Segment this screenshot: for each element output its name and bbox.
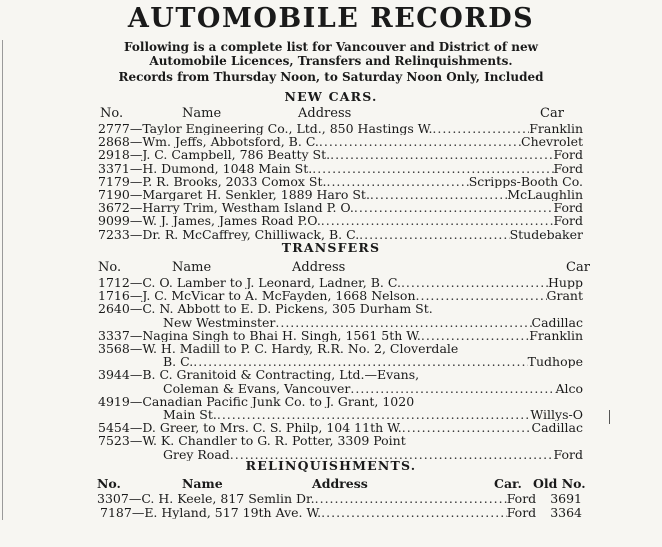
record-text: —W. K. Chandler to G. R. Potter, 3309 Point: [129, 434, 406, 447]
col-name: Name: [182, 106, 222, 121]
old-number: 3364: [550, 506, 582, 519]
table-row: [98, 276, 583, 289]
col-no: No.: [100, 106, 124, 121]
record-continuation: Grey Road: [163, 448, 230, 461]
record-text: —J. C. McVicar to A. McFayden, 1668 Nelson: [129, 289, 416, 302]
car-make: Ford: [553, 201, 583, 214]
leader-dots: [402, 421, 532, 434]
car-make: Ford: [553, 148, 583, 161]
car-make: Ford: [553, 448, 583, 461]
record-number: 3672: [98, 201, 130, 214]
record-text: —W. H. Madill to P. C. Hardy, R.R. No. 2, Cloverdale: [129, 342, 459, 355]
leader-dots: [193, 355, 527, 368]
intro-line-1: Following is a complete list for Vancouver and District of new: [124, 40, 538, 54]
record-number: 3944: [98, 368, 130, 381]
car-make: Ford: [553, 162, 583, 175]
col-name: Name: [182, 476, 223, 491]
record-number: 7233: [98, 228, 130, 241]
leader-dots: [354, 201, 554, 214]
record-number: 7187: [100, 506, 132, 519]
leader-dots: [416, 289, 547, 302]
table-row: [98, 421, 583, 434]
leader-dots: [432, 122, 529, 135]
table-row: [100, 506, 582, 519]
col-address: Address: [298, 106, 352, 121]
table-row: [98, 201, 583, 214]
table-row: [98, 148, 583, 161]
car-make: Grant: [546, 289, 583, 302]
car-make: Tudhope: [527, 355, 583, 368]
relinquishments-column-headers: [0, 476, 662, 492]
record-text: —W. J. James, James Road P.O.: [129, 214, 321, 227]
leader-dots: [321, 214, 554, 227]
leader-dots: [319, 135, 521, 148]
record-number: 1716: [98, 289, 130, 302]
leader-dots: [330, 148, 553, 161]
car-make: Willys-O: [530, 408, 583, 421]
record-text: —Nagina Singh to Bhai H. Singh, 1561 5th W.: [129, 329, 421, 342]
record-number: 2868: [98, 135, 130, 148]
record-continuation: New Westminster: [163, 316, 276, 329]
col-no: No.: [98, 260, 122, 275]
col-no: No.: [97, 476, 121, 491]
leader-dots: [321, 506, 507, 519]
car-make: Franklin: [529, 122, 583, 135]
intro-line-3: Records from Thursday Noon, to Saturday Noon Only, Included: [118, 70, 544, 84]
record-number: 3337: [98, 329, 130, 342]
record-text: —C. N. Abbott to E. D. Pickens, 305 Durham St.: [129, 302, 433, 315]
record-number: 2918: [98, 148, 130, 161]
table-row: [98, 188, 583, 201]
car-make: Hupp: [548, 276, 583, 289]
col-car: Car: [566, 260, 590, 275]
car-make: Scripps-Booth Co.: [468, 175, 583, 188]
table-row: [98, 175, 583, 188]
leader-dots: [421, 329, 529, 342]
transfers-column-headers: [0, 260, 662, 276]
car-make: McLaughlin: [507, 188, 583, 201]
car-make: Ford: [553, 214, 583, 227]
intro-line-2: Automobile Licences, Transfers and Relinquishments.: [149, 54, 513, 68]
table-row: [98, 368, 583, 381]
record-text: —H. Dumond, 1048 Main St.: [129, 162, 313, 175]
car-make: Alco: [555, 382, 583, 395]
car-make: Studebaker: [509, 228, 583, 241]
table-row-continuation: [163, 408, 583, 421]
table-row: [98, 135, 583, 148]
record-number: 7190: [98, 188, 130, 201]
record-continuation: Coleman & Evans, Vancouver: [163, 382, 351, 395]
record-continuation: B. C.: [163, 355, 194, 368]
record-continuation: Main St.: [163, 408, 217, 421]
table-row-continuation: [163, 316, 583, 329]
table-row: [98, 342, 583, 355]
table-row: [98, 302, 583, 315]
leader-dots: [370, 188, 507, 201]
leader-dots: [326, 175, 468, 188]
leader-dots: [217, 408, 531, 421]
record-text: —Canadian Pacific Junk Co. to J. Grant, 1020: [129, 395, 415, 408]
col-address: Address: [292, 260, 346, 275]
record-number: 2640: [98, 302, 130, 315]
col-car: Car.: [494, 476, 522, 491]
transfers-heading: TRANSFERS: [281, 240, 381, 255]
record-number: 4919: [98, 395, 130, 408]
car-make: Cadillac: [531, 316, 583, 329]
record-text: —Wm. Jeffs, Abbotsford, B. C.: [129, 135, 319, 148]
col-name: Name: [172, 260, 212, 275]
record-text: —Dr. R. McCaffrey, Chilliwack, B. C.: [129, 228, 360, 241]
new-cars-heading: NEW CARS.: [284, 89, 378, 104]
record-text: —B. C. Granitoid & Contracting, Ltd.—Evans,: [129, 368, 420, 381]
leader-dots: [315, 492, 507, 505]
record-text: —C. H. Keele, 817 Semlin Dr.: [128, 492, 315, 505]
table-row-continuation: [163, 382, 583, 395]
record-text: —Harry Trim, Westham Island P. O.: [129, 201, 354, 214]
col-car: Car: [540, 106, 564, 121]
record-text: —P. R. Brooks, 2033 Comox St.: [129, 175, 327, 188]
old-number: 3691: [550, 492, 582, 505]
record-number: 3307: [97, 492, 129, 505]
car-make: Cadillac: [531, 421, 583, 434]
leader-dots: [275, 316, 531, 329]
col-old-no: Old No.: [533, 476, 586, 491]
table-row-continuation: [163, 355, 583, 368]
leader-dots: [312, 162, 553, 175]
record-text: —C. O. Lamber to J. Leonard, Ladner, B. C.: [129, 276, 401, 289]
relinquishments-heading: RELINQUISHMENTS.: [245, 458, 417, 473]
new-cars-column-headers: [0, 106, 662, 122]
record-text: —E. Hyland, 517 19th Ave. W.: [131, 506, 322, 519]
record-text: —Taylor Engineering Co., Ltd., 850 Hastings W.: [129, 122, 433, 135]
record-number: 5454: [98, 421, 130, 434]
car-make: Franklin: [529, 329, 583, 342]
record-number: 2777: [98, 122, 130, 135]
car-make: Chevrolet: [521, 135, 583, 148]
record-number: 7179: [98, 175, 130, 188]
record-number: 3371: [98, 162, 130, 175]
table-row: [98, 329, 583, 342]
record-text: —Margaret H. Senkler, 1889 Haro St.: [129, 188, 370, 201]
record-number: 9099: [98, 214, 130, 227]
table-row: [98, 122, 583, 135]
margin-mark: [609, 410, 610, 424]
table-row: [98, 395, 583, 408]
leader-dots: [350, 382, 555, 395]
table-row: [97, 492, 582, 505]
col-address: Address: [312, 476, 368, 491]
table-row: [98, 214, 583, 227]
table-row: [98, 289, 583, 302]
leader-dots: [401, 276, 548, 289]
record-number: 3568: [98, 342, 130, 355]
record-text: —D. Greer, to Mrs. C. S. Philp, 104 11th W.: [129, 421, 402, 434]
page-title: AUTOMOBILE RECORDS: [127, 3, 535, 34]
car-make: Ford: [506, 492, 537, 505]
table-row: [98, 162, 583, 175]
car-make: Ford: [506, 506, 537, 519]
record-number: 7523: [98, 434, 130, 447]
table-row: [98, 434, 583, 447]
record-text: —J. C. Campbell, 786 Beatty St.: [129, 148, 331, 161]
record-number: 1712: [98, 276, 130, 289]
